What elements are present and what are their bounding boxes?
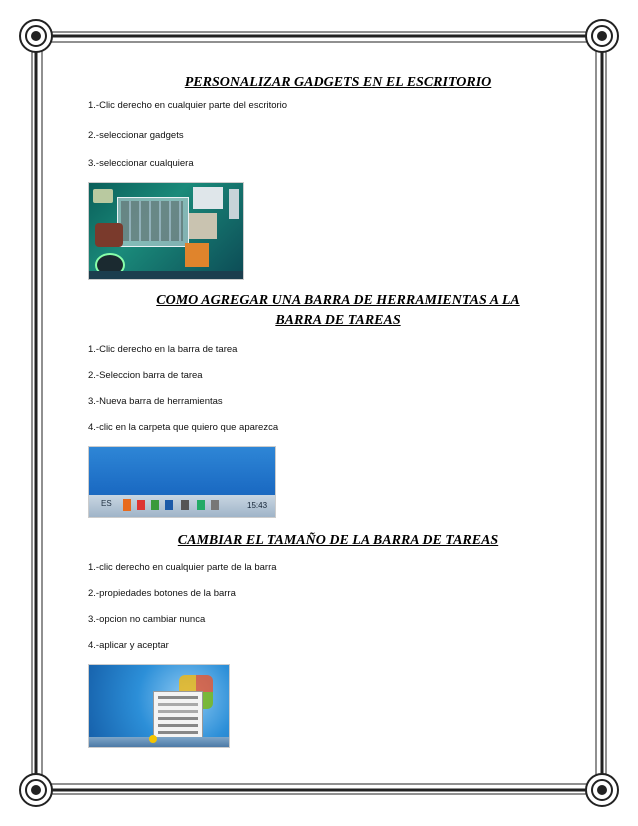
- corner-ornament-tr: [586, 20, 618, 52]
- corner-ornament-br: [586, 774, 618, 806]
- gadgets-screenshot: [88, 182, 244, 280]
- step-text: 1.-Clic derecho en la barra de tarea: [88, 344, 238, 355]
- corner-ornament-tl: [20, 20, 52, 52]
- taskbar-clock: 15:43: [247, 501, 268, 510]
- app-icon: [123, 499, 131, 511]
- corner-ornament-bl: [20, 774, 52, 806]
- step-text: 3.-opcion no cambiar nunca: [88, 614, 206, 625]
- step-text: 4.-clic en la carpeta que quiero que aparezca: [88, 422, 279, 433]
- app-icon: [165, 500, 173, 510]
- resize-taskbar-screenshot: [88, 664, 230, 748]
- step-text: 3.-seleccionar cualquiera: [88, 158, 194, 169]
- app-icon: [137, 500, 145, 510]
- volume-icon: [211, 500, 219, 510]
- step-text: 1.-clic derecho en cualquier parte de la barra: [88, 562, 277, 573]
- step-text: 2.-Seleccion barra de tarea: [88, 370, 203, 381]
- section-title-resize: CAMBIAR EL TAMAÑO DE LA BARRA DE TAREAS: [177, 533, 499, 548]
- step-text: 1.-Clic derecho en cualquier parte del escritorio: [88, 100, 288, 111]
- app-icon: [151, 500, 159, 510]
- app-icon: [197, 500, 205, 510]
- section-title-toolbar-line1: COMO AGREGAR UNA BARRA DE HERRAMIENTAS A LA: [156, 293, 520, 308]
- app-icon: [181, 500, 189, 510]
- section-title-toolbar-line2: BARRA DE TAREAS: [275, 313, 401, 328]
- language-indicator: ES: [101, 499, 112, 508]
- step-text: 3.-Nueva barra de herramientas: [88, 396, 223, 407]
- step-text: 2.-propiedades botones de la barra: [88, 588, 236, 599]
- step-text: 2.-seleccionar gadgets: [88, 130, 184, 141]
- step-text: 4.-aplicar y aceptar: [88, 640, 169, 651]
- taskbar-screenshot: [88, 446, 276, 518]
- context-menu: [153, 691, 203, 741]
- section-title-gadgets: PERSONALIZAR GADGETS EN EL ESCRITORIO: [184, 75, 492, 90]
